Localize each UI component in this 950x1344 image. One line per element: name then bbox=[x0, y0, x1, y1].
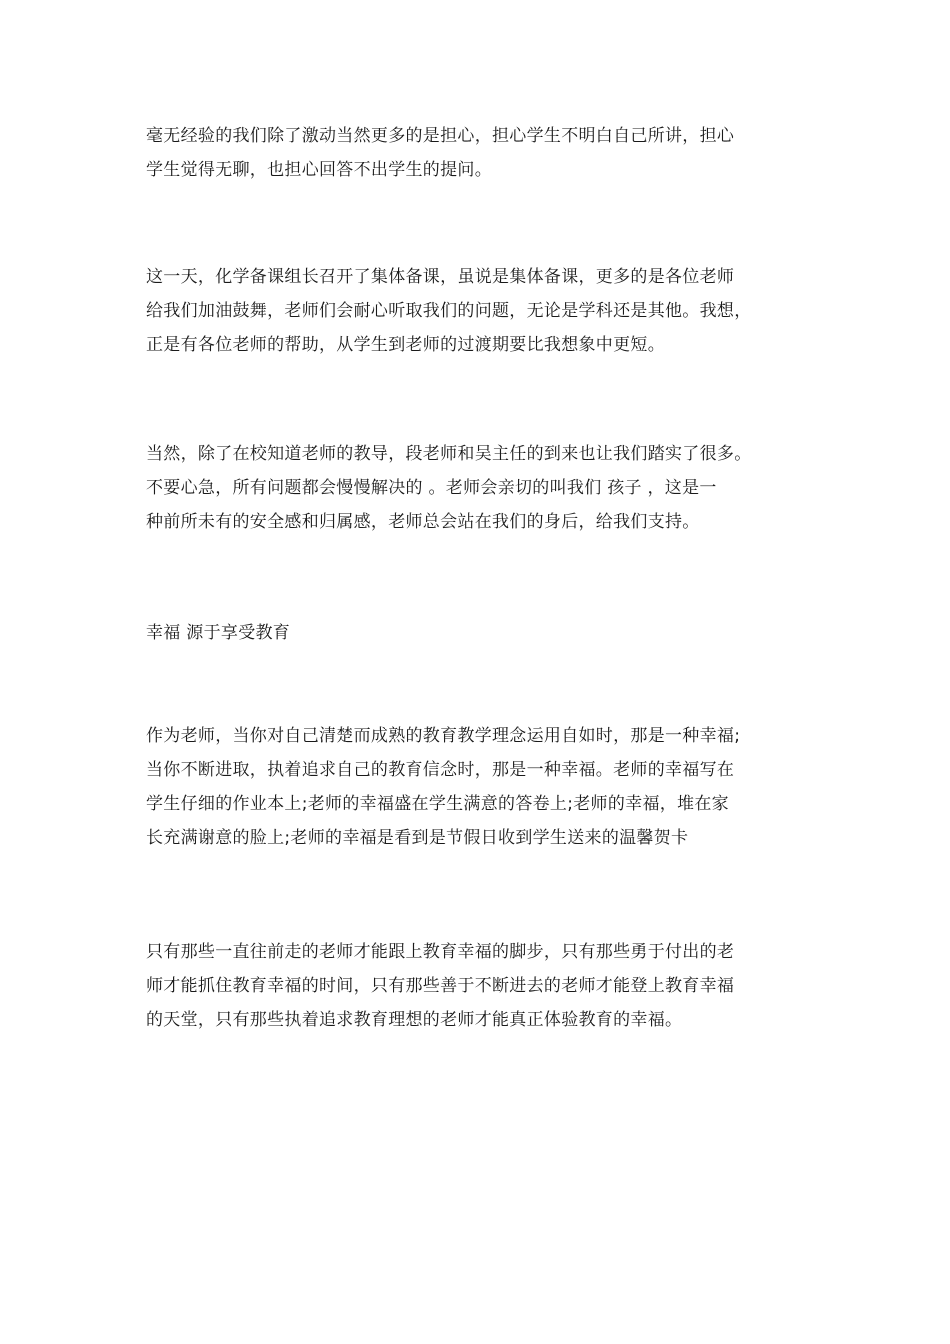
paragraph-line: 只有那些一直往前走的老师才能跟上教育幸福的脚步，只有那些勇于付出的老 bbox=[146, 942, 735, 962]
paragraph-line: 给我们加油鼓舞，老师们会耐心听取我们的问题，无论是学科还是其他。我想， bbox=[146, 301, 752, 321]
paragraph-line: 当然，除了在校知道老师的教导，段老师和吴主任的到来也让我们踏实了很多。 bbox=[146, 444, 752, 464]
paragraph-line: 当你不断进取，执着追求自己的教育信念时，那是一种幸福。老师的幸福写在 bbox=[146, 760, 735, 780]
paragraph-line: 的天堂，只有那些执着追求教育理想的老师才能真正体验教育的幸福。 bbox=[146, 1010, 683, 1030]
paragraph-line: 学生觉得无聊，也担心回答不出学生的提问。 bbox=[146, 160, 492, 180]
paragraph-2 bbox=[146, 260, 752, 362]
paragraph-5 bbox=[146, 935, 734, 1037]
paragraph-line: 毫无经验的我们除了激动当然更多的是担心，担心学生不明白自己所讲，担心 bbox=[146, 126, 735, 146]
paragraph-line: 正是有各位老师的帮助，从学生到老师的过渡期要比我想象中更短。 bbox=[146, 335, 665, 355]
paragraph-4 bbox=[146, 719, 740, 855]
paragraph-1 bbox=[146, 119, 734, 187]
paragraph-line: 长充满谢意的脸上;老师的幸福是看到是节假日收到学生送来的温馨贺卡 bbox=[146, 828, 689, 848]
paragraph-line: 师才能抓住教育幸福的时间，只有那些善于不断进去的老师才能登上教育幸福 bbox=[146, 976, 735, 996]
section-heading bbox=[146, 616, 290, 650]
paragraph-line: 作为老师，当你对自己清楚而成熟的教育教学理念运用自如时，那是一种幸福; bbox=[146, 726, 741, 746]
paragraph-line: 这一天，化学备课组长召开了集体备课，虽说是集体备课，更多的是各位老师 bbox=[146, 267, 735, 287]
heading-text: 幸福 源于享受教育 bbox=[146, 623, 291, 643]
paragraph-line: 不要心急，所有问题都会慢慢解决的 。老师会亲切的叫我们 孩子 ，这是一 bbox=[146, 478, 717, 498]
paragraph-3 bbox=[146, 437, 752, 539]
paragraph-line: 学生仔细的作业本上;老师的幸福盛在学生满意的答卷上;老师的幸福，堆在家 bbox=[146, 794, 729, 814]
paragraph-line: 种前所未有的安全感和归属感，老师总会站在我们的身后，给我们支持。 bbox=[146, 512, 700, 532]
